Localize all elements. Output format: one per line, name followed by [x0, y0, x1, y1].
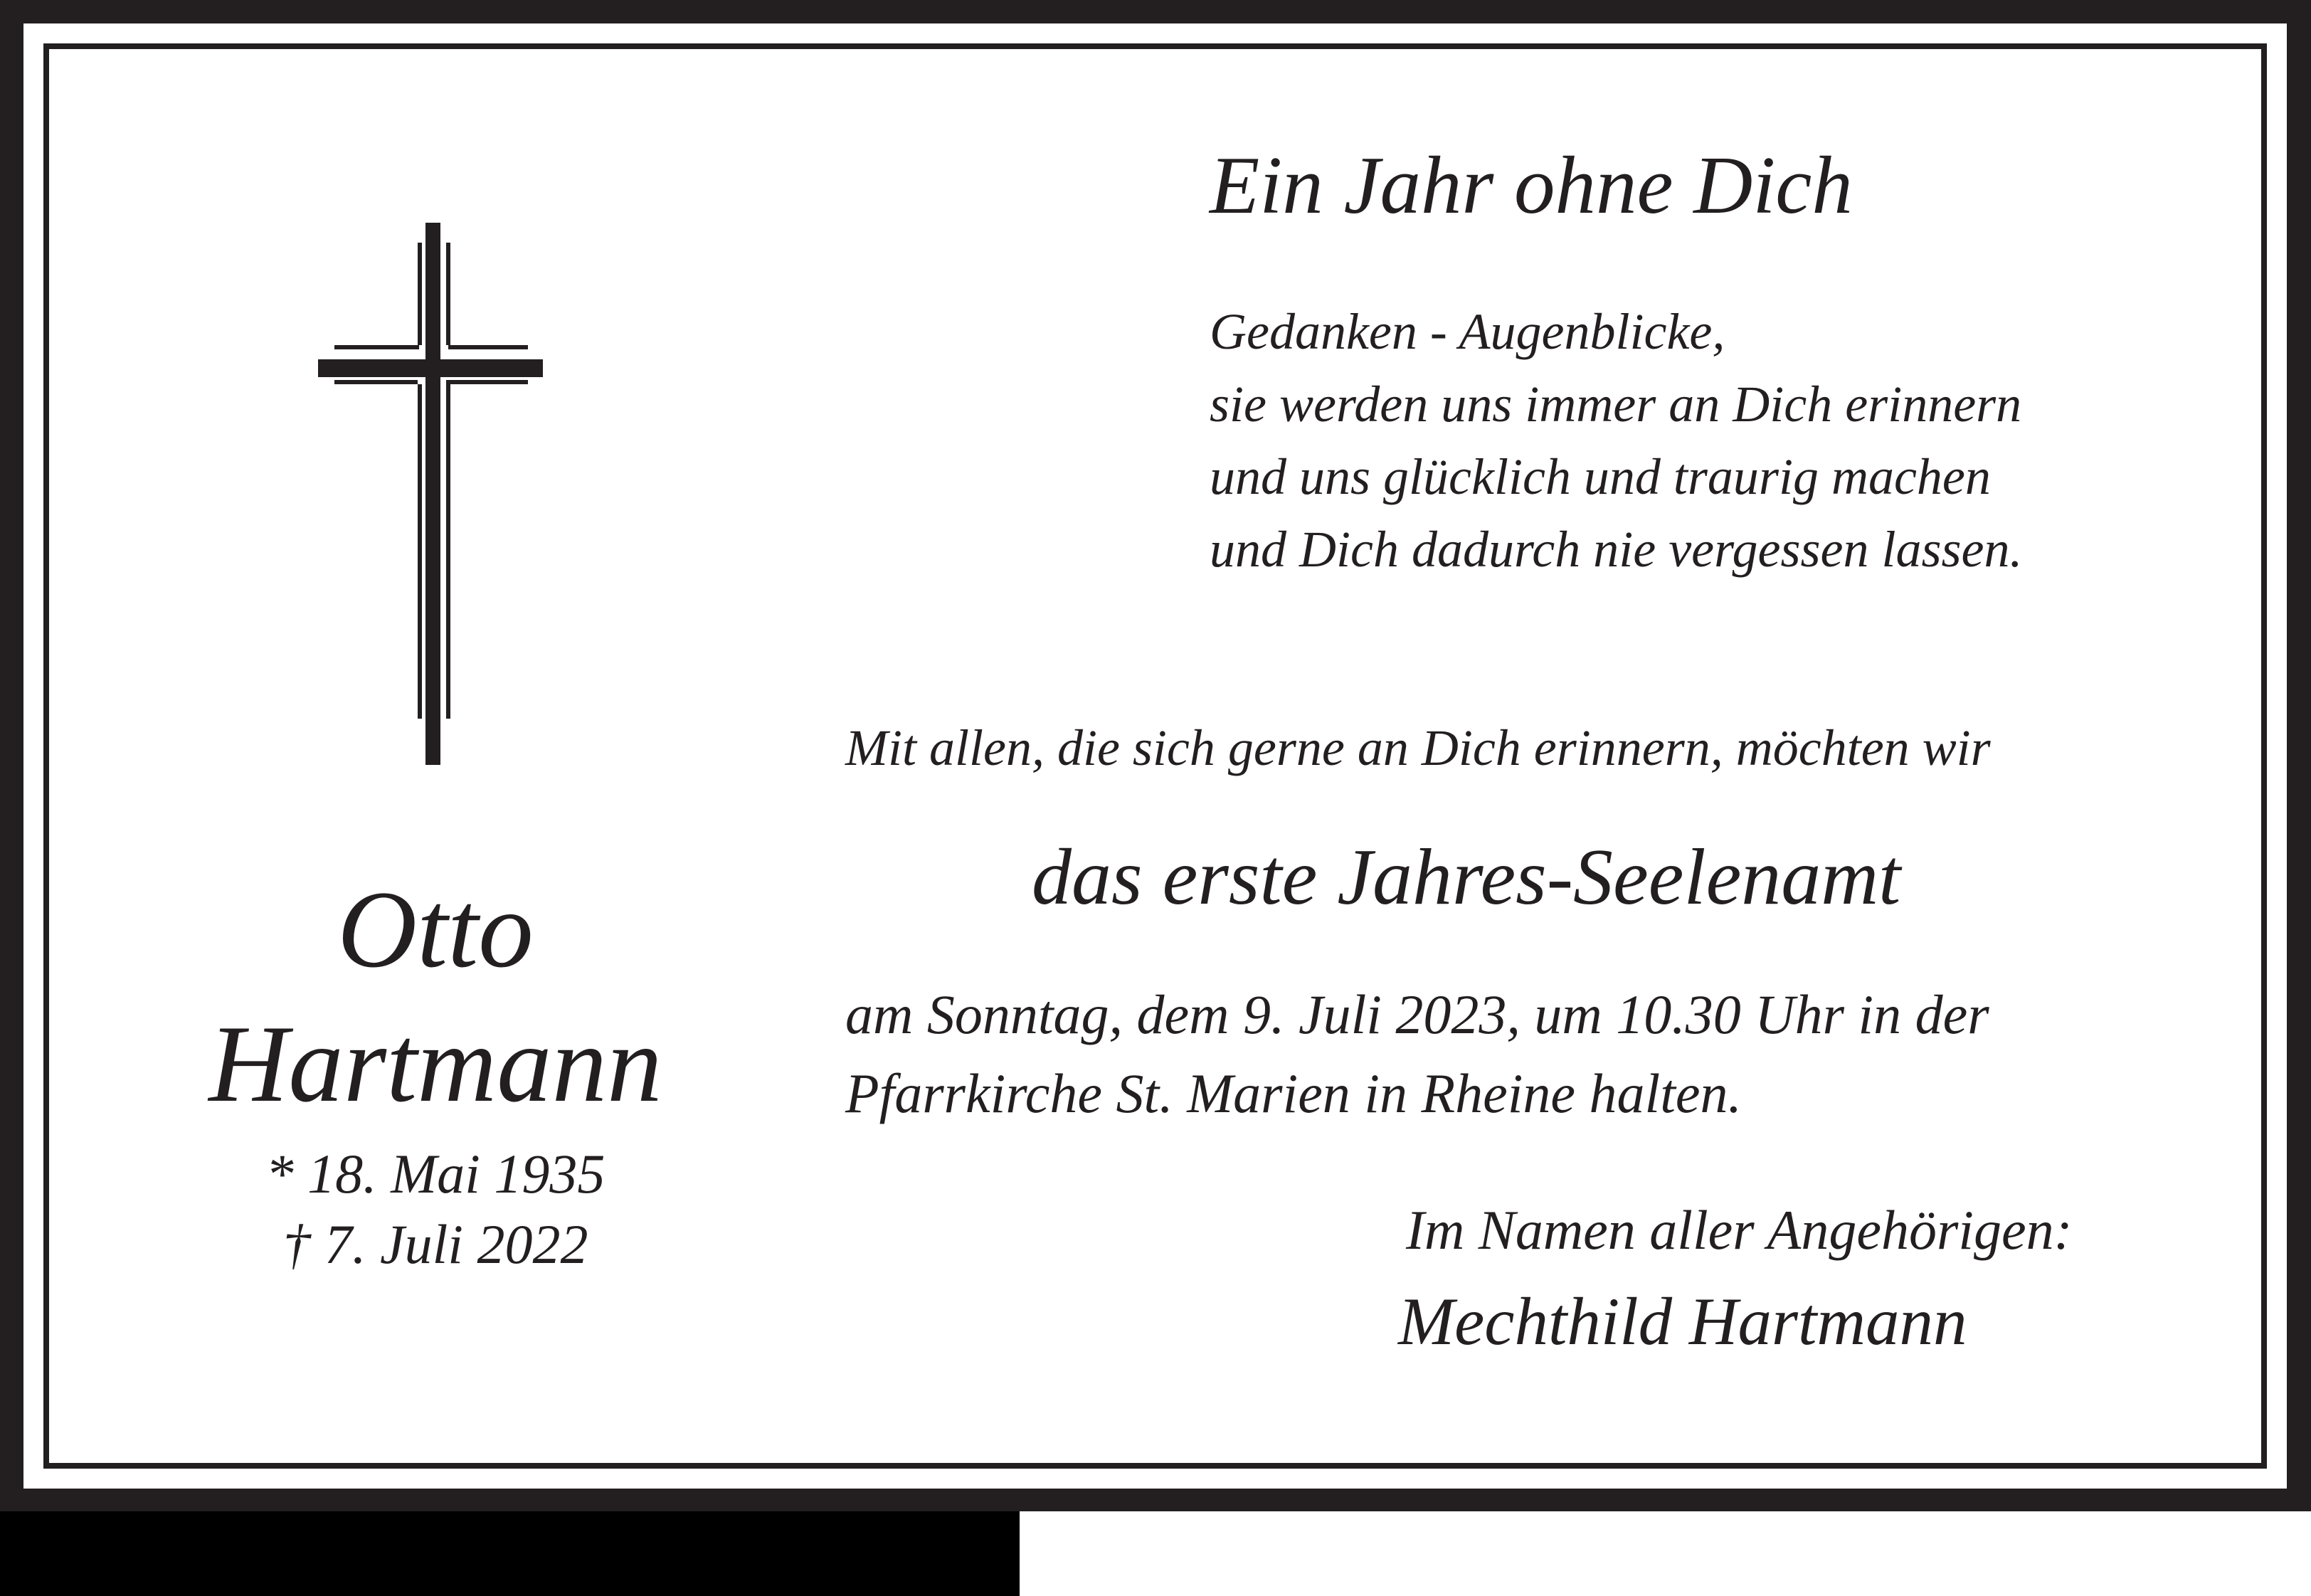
deceased-block	[178, 0, 693, 1511]
service-details	[845, 975, 1989, 1133]
closing-label: Im Namen aller Angehörigen:	[1406, 1199, 2073, 1261]
deceased-last-name: Hartmann	[208, 1003, 662, 1125]
invitation-line: Mit allen, die sich gerne an Dich erinnern, möchten wir	[845, 719, 1991, 776]
memorial-poem	[1210, 295, 2022, 586]
poem-line-4: und Dich dadurch nie vergessen lassen.	[1210, 521, 2023, 578]
mourner-name: Mechthild Hartmann	[1398, 1284, 1967, 1359]
poem-line-1: Gedanken - Augenblicke,	[1210, 303, 1725, 360]
birth-date: * 18. Mai 1935	[265, 1143, 605, 1205]
service-detail-line-2: Pfarrkirche St. Marien in Rheine halten.	[845, 1062, 1742, 1124]
card-title: Ein Jahr ohne Dich	[1210, 140, 1853, 231]
service-name: das erste Jahres-Seelenamt	[1032, 833, 1901, 921]
poem-line-2: sie werden uns immer an Dich erinnern	[1210, 376, 2022, 433]
poem-line-3: und uns glücklich und traurig machen	[1210, 448, 1991, 505]
service-detail-line-1: am Sonntag, dem 9. Juli 2023, um 10.30 Uhr in der	[845, 983, 1989, 1045]
death-date: † 7. Juli 2022	[282, 1213, 588, 1275]
scan-artifact-bar	[0, 1511, 1020, 1596]
deceased-first-name: Otto	[337, 868, 534, 990]
